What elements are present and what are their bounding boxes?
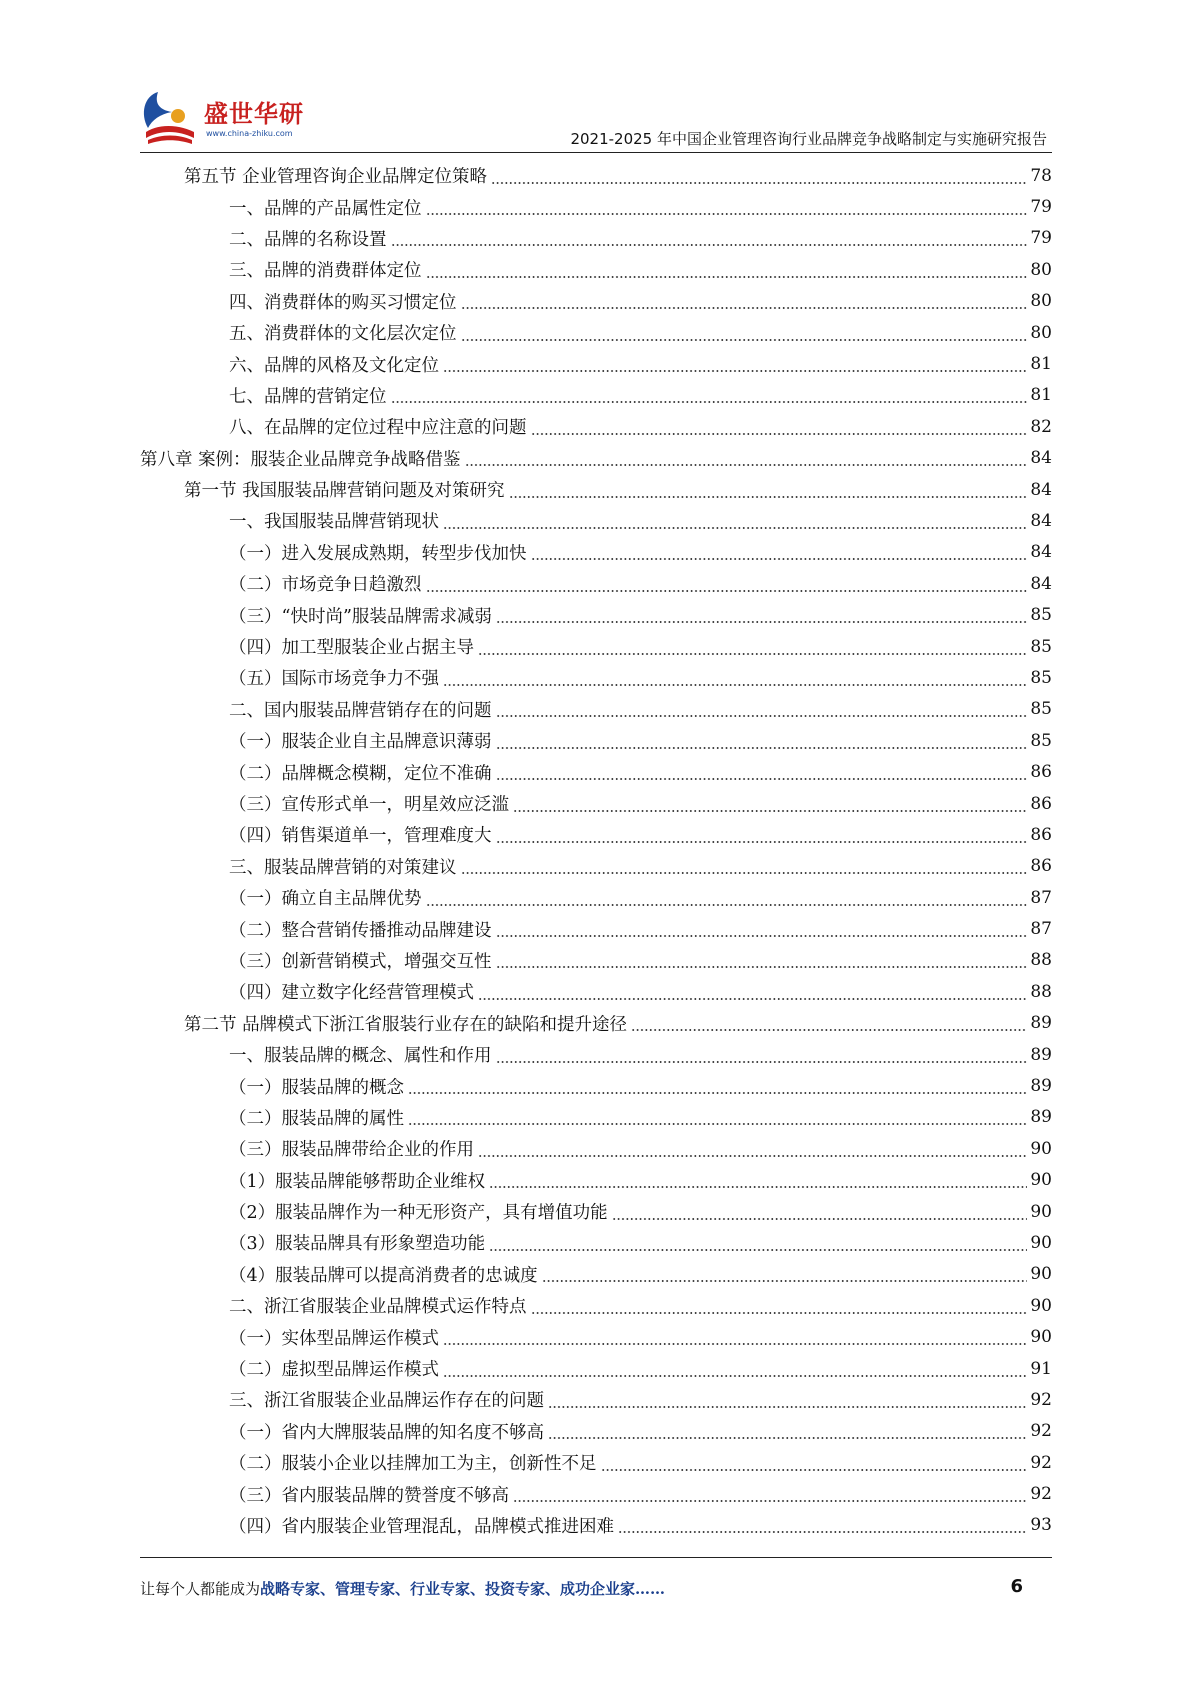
toc-entry-title: 三、品牌的消费群体定位 — [229, 261, 422, 282]
toc-dot-leader — [496, 920, 1028, 938]
toc-entry-page: 90 — [1030, 1170, 1052, 1191]
toc-entry-title: （一）服装企业自主品牌意识薄弱 — [229, 732, 492, 753]
toc-entry-page: 85 — [1030, 605, 1052, 626]
toc-entry-title: 四、消费群体的购买习惯定位 — [229, 292, 457, 313]
toc-entry-title: 八、在品牌的定位过程中应注意的问题 — [229, 418, 527, 439]
toc-entry-title: （一）服装品牌的概念 — [229, 1077, 404, 1098]
table-of-contents — [140, 160, 1052, 1541]
toc-entry[interactable] — [140, 1133, 1052, 1164]
toc-entry[interactable] — [140, 788, 1052, 819]
toc-entry-page: 92 — [1030, 1484, 1052, 1505]
toc-dot-leader — [509, 481, 1028, 499]
toc-entry[interactable] — [140, 568, 1052, 599]
toc-entry-title: （2）服装品牌作为一种无形资产，具有增值功能 — [229, 1203, 608, 1224]
toc-entry-title: （一）实体型品牌运作模式 — [229, 1328, 439, 1349]
toc-entry[interactable] — [140, 851, 1052, 882]
toc-entry-page: 86 — [1030, 793, 1052, 814]
toc-entry-title: （二）虚拟型品牌运作模式 — [229, 1360, 439, 1381]
toc-dot-leader — [478, 1140, 1027, 1158]
toc-entry-page: 85 — [1030, 730, 1052, 751]
toc-dot-leader — [443, 669, 1027, 687]
toc-entry[interactable] — [140, 725, 1052, 756]
toc-dot-leader — [612, 1203, 1028, 1221]
toc-dot-leader — [496, 732, 1028, 750]
toc-entry[interactable] — [140, 443, 1052, 474]
toc-entry-title: （二）服装品牌的属性 — [229, 1108, 404, 1129]
toc-dot-leader — [496, 700, 1028, 718]
toc-dot-leader — [443, 355, 1027, 373]
toc-entry-page: 93 — [1030, 1515, 1052, 1536]
toc-entry[interactable] — [140, 1070, 1052, 1101]
toc-entry-title: 六、品牌的风格及文化定位 — [229, 355, 439, 376]
toc-entry[interactable] — [140, 1165, 1052, 1196]
toc-entry-title: 第二节 品牌模式下浙江省服装行业存在的缺陷和提升途径 — [184, 1014, 628, 1035]
toc-entry-title: （四）省内服装企业管理混乱，品牌模式推进困难 — [229, 1516, 614, 1537]
report-title: 2021-2025 年中国企业管理咨询行业品牌竞争战略制定与实施研究报告 — [570, 130, 1047, 148]
footer-slogan-lead: 让每个人都能成为 — [140, 1580, 261, 1598]
toc-dot-leader — [465, 449, 1028, 467]
toc-entry-page: 86 — [1030, 856, 1052, 877]
toc-entry-page: 81 — [1030, 385, 1052, 406]
toc-dot-leader — [478, 983, 1027, 1001]
toc-entry[interactable] — [140, 254, 1052, 285]
toc-entry-page: 92 — [1030, 1452, 1052, 1473]
toc-entry[interactable] — [140, 1259, 1052, 1290]
toc-entry-page: 92 — [1030, 1421, 1052, 1442]
toc-entry-page: 81 — [1030, 354, 1052, 375]
toc-dot-leader — [478, 638, 1027, 656]
toc-dot-leader — [548, 1391, 1027, 1409]
header-divider — [140, 152, 1052, 153]
toc-entry-page: 90 — [1030, 1327, 1052, 1348]
toc-dot-leader — [531, 543, 1028, 561]
toc-entry[interactable] — [140, 631, 1052, 662]
toc-dot-leader — [443, 1328, 1027, 1346]
toc-entry[interactable] — [140, 1353, 1052, 1384]
toc-dot-leader — [461, 324, 1028, 342]
toc-entry-page: 90 — [1030, 1295, 1052, 1316]
toc-entry[interactable] — [140, 1416, 1052, 1447]
toc-entry[interactable] — [140, 694, 1052, 725]
footer-slogan-highlight: 战略专家、管理专家、行业专家、投资专家、成功企业家…… — [260, 1580, 666, 1598]
toc-entry-page: 84 — [1030, 479, 1052, 500]
toc-entry-title: （一）进入发展成熟期，转型步伐加快 — [229, 543, 527, 564]
toc-entry[interactable] — [140, 599, 1052, 630]
toc-entry[interactable] — [140, 505, 1052, 536]
toc-dot-leader — [426, 889, 1028, 907]
toc-entry[interactable] — [140, 474, 1052, 505]
toc-dot-leader — [496, 606, 1027, 624]
toc-entry-title: （二）市场竞争日趋激烈 — [229, 575, 422, 596]
toc-entry-title: 二、品牌的名称设置 — [229, 229, 387, 250]
toc-entry[interactable] — [140, 1227, 1052, 1258]
toc-dot-leader — [491, 167, 1027, 185]
toc-entry[interactable] — [140, 756, 1052, 787]
toc-entry-page: 80 — [1030, 322, 1052, 343]
toc-dot-leader — [426, 261, 1028, 279]
toc-entry-title: （一）省内大牌服装品牌的知名度不够高 — [229, 1422, 544, 1443]
toc-entry-page: 86 — [1030, 824, 1052, 845]
toc-entry-page: 80 — [1030, 291, 1052, 312]
toc-dot-leader — [548, 1422, 1027, 1440]
toc-dot-leader — [391, 229, 1028, 247]
toc-entry-page: 79 — [1030, 228, 1052, 249]
logo-url: www.china-zhiku.com — [206, 129, 293, 138]
toc-entry-title: （四）销售渠道单一，管理难度大 — [229, 826, 492, 847]
toc-entry[interactable] — [140, 1008, 1052, 1039]
toc-dot-leader — [601, 1454, 1028, 1472]
toc-dot-leader — [531, 1297, 1028, 1315]
toc-entry[interactable] — [140, 1510, 1052, 1541]
toc-entry-page: 88 — [1030, 981, 1052, 1002]
toc-dot-leader — [443, 1360, 1027, 1378]
toc-entry-title: （二）整合营销传播推动品牌建设 — [229, 920, 492, 941]
toc-entry[interactable] — [140, 411, 1052, 442]
toc-entry-page: 84 — [1030, 510, 1052, 531]
toc-entry-page: 85 — [1030, 636, 1052, 657]
logo-name: 盛世华研 — [204, 100, 304, 128]
toc-dot-leader — [426, 198, 1028, 216]
toc-dot-leader — [513, 795, 1027, 813]
toc-dot-leader — [391, 386, 1028, 404]
toc-entry-page: 84 — [1030, 542, 1052, 563]
toc-entry-title: （四）建立数字化经营管理模式 — [229, 983, 474, 1004]
toc-entry-page: 91 — [1030, 1358, 1052, 1379]
toc-entry-title: 第八章 案例：服装企业品牌竞争战略借鉴 — [140, 449, 461, 470]
toc-entry[interactable] — [140, 191, 1052, 222]
toc-dot-leader — [618, 1516, 1027, 1534]
toc-entry[interactable] — [140, 537, 1052, 568]
toc-entry-title: （一）确立自主品牌优势 — [229, 889, 422, 910]
toc-entry-page: 85 — [1030, 699, 1052, 720]
toc-entry-page: 90 — [1030, 1264, 1052, 1285]
toc-entry-title: 第一节 我国服装品牌营销问题及对策研究 — [184, 481, 505, 502]
toc-entry-title: （三）省内服装品牌的赞誉度不够高 — [229, 1485, 509, 1506]
toc-entry-page: 89 — [1030, 1076, 1052, 1097]
toc-entry-title: 一、服装品牌的概念、属性和作用 — [229, 1046, 492, 1067]
toc-dot-leader — [443, 512, 1027, 530]
toc-entry-page: 82 — [1030, 416, 1052, 437]
toc-dot-leader — [631, 1014, 1027, 1032]
toc-entry[interactable] — [140, 223, 1052, 254]
toc-dot-leader — [489, 1234, 1027, 1252]
toc-entry[interactable] — [140, 1290, 1052, 1321]
toc-entry-title: （三）“快时尚”服装品牌需求减弱 — [229, 606, 492, 627]
toc-entry[interactable] — [140, 662, 1052, 693]
toc-entry-title: （五）国际市场竞争力不强 — [229, 669, 439, 690]
toc-entry[interactable] — [140, 1196, 1052, 1227]
toc-entry-page: 88 — [1030, 950, 1052, 971]
page-number: 6 — [1010, 1576, 1023, 1597]
toc-dot-leader — [496, 826, 1028, 844]
toc-dot-leader — [531, 418, 1028, 436]
toc-entry-title: （三）创新营销模式，增强交互性 — [229, 951, 492, 972]
toc-entry[interactable] — [140, 348, 1052, 379]
toc-entry[interactable] — [140, 913, 1052, 944]
toc-entry-page: 87 — [1030, 887, 1052, 908]
toc-entry-title: 五、消费群体的文化层次定位 — [229, 324, 457, 345]
toc-entry[interactable] — [140, 1102, 1052, 1133]
toc-entry-title: 三、服装品牌营销的对策建议 — [229, 857, 457, 878]
toc-entry[interactable] — [140, 286, 1052, 317]
toc-entry-title: 一、我国服装品牌营销现状 — [229, 512, 439, 533]
toc-entry-page: 90 — [1030, 1138, 1052, 1159]
toc-entry-page: 86 — [1030, 762, 1052, 783]
toc-entry[interactable] — [140, 1039, 1052, 1070]
company-logo — [138, 84, 308, 148]
toc-dot-leader — [408, 1077, 1027, 1095]
toc-entry-page: 79 — [1030, 197, 1052, 218]
toc-entry[interactable] — [140, 1321, 1052, 1352]
footer-divider — [140, 1557, 1052, 1558]
toc-dot-leader — [461, 292, 1028, 310]
toc-entry[interactable] — [140, 1384, 1052, 1415]
toc-entry-page: 90 — [1030, 1201, 1052, 1222]
toc-dot-leader — [489, 1171, 1027, 1189]
toc-entry-page: 89 — [1030, 1013, 1052, 1034]
toc-dot-leader — [496, 763, 1028, 781]
toc-entry[interactable] — [140, 380, 1052, 411]
toc-entry-title: 一、品牌的产品属性定位 — [229, 198, 422, 219]
toc-entry-page: 85 — [1030, 667, 1052, 688]
toc-dot-leader — [426, 575, 1028, 593]
toc-entry-page: 87 — [1030, 919, 1052, 940]
toc-entry[interactable] — [140, 317, 1052, 348]
toc-entry-title: 七、品牌的营销定位 — [229, 386, 387, 407]
toc-entry-title: （3）服装品牌具有形象塑造功能 — [229, 1234, 486, 1255]
toc-entry[interactable] — [140, 976, 1052, 1007]
toc-entry-title: （二）服装小企业以挂牌加工为主，创新性不足 — [229, 1454, 597, 1475]
footer-slogan — [140, 1578, 665, 1599]
toc-entry-page: 89 — [1030, 1107, 1052, 1128]
toc-entry-page: 80 — [1030, 259, 1052, 280]
toc-entry-title: （三）服装品牌带给企业的作用 — [229, 1140, 474, 1161]
toc-entry-title: 二、国内服装品牌营销存在的问题 — [229, 700, 492, 721]
toc-entry[interactable] — [140, 882, 1052, 913]
toc-entry-title: 三、浙江省服装企业品牌运作存在的问题 — [229, 1391, 544, 1412]
toc-entry-page: 90 — [1030, 1232, 1052, 1253]
toc-entry-title: （4）服装品牌可以提高消费者的忠诚度 — [229, 1265, 538, 1286]
toc-entry-title: （四）加工型服装企业占据主导 — [229, 638, 474, 659]
toc-entry-page: 89 — [1030, 1044, 1052, 1065]
toc-entry[interactable] — [140, 945, 1052, 976]
toc-entry-title: （三）宣传形式单一，明星效应泛滥 — [229, 795, 509, 815]
toc-entry[interactable] — [140, 160, 1052, 191]
toc-entry-title: （1）服装品牌能够帮助企业维权 — [229, 1171, 486, 1192]
toc-entry-title: 二、浙江省服装企业品牌模式运作特点 — [229, 1297, 527, 1318]
toc-dot-leader — [461, 857, 1028, 875]
logo-emblem-icon — [138, 84, 204, 148]
toc-dot-leader — [542, 1265, 1028, 1283]
toc-dot-leader — [496, 1046, 1028, 1064]
toc-entry-page: 78 — [1030, 165, 1052, 186]
toc-entry-page: 92 — [1030, 1389, 1052, 1410]
toc-entry-title: 第五节 企业管理咨询企业品牌定位策略 — [184, 167, 488, 188]
toc-entry[interactable] — [140, 1447, 1052, 1478]
toc-dot-leader — [496, 951, 1028, 969]
toc-entry[interactable] — [140, 819, 1052, 850]
toc-entry-page: 84 — [1030, 573, 1052, 594]
toc-entry[interactable] — [140, 1478, 1052, 1509]
toc-entry-title: （二）品牌概念模糊，定位不准确 — [229, 763, 492, 784]
toc-dot-leader — [408, 1108, 1027, 1126]
toc-entry-page: 84 — [1030, 448, 1052, 469]
toc-dot-leader — [513, 1485, 1027, 1503]
